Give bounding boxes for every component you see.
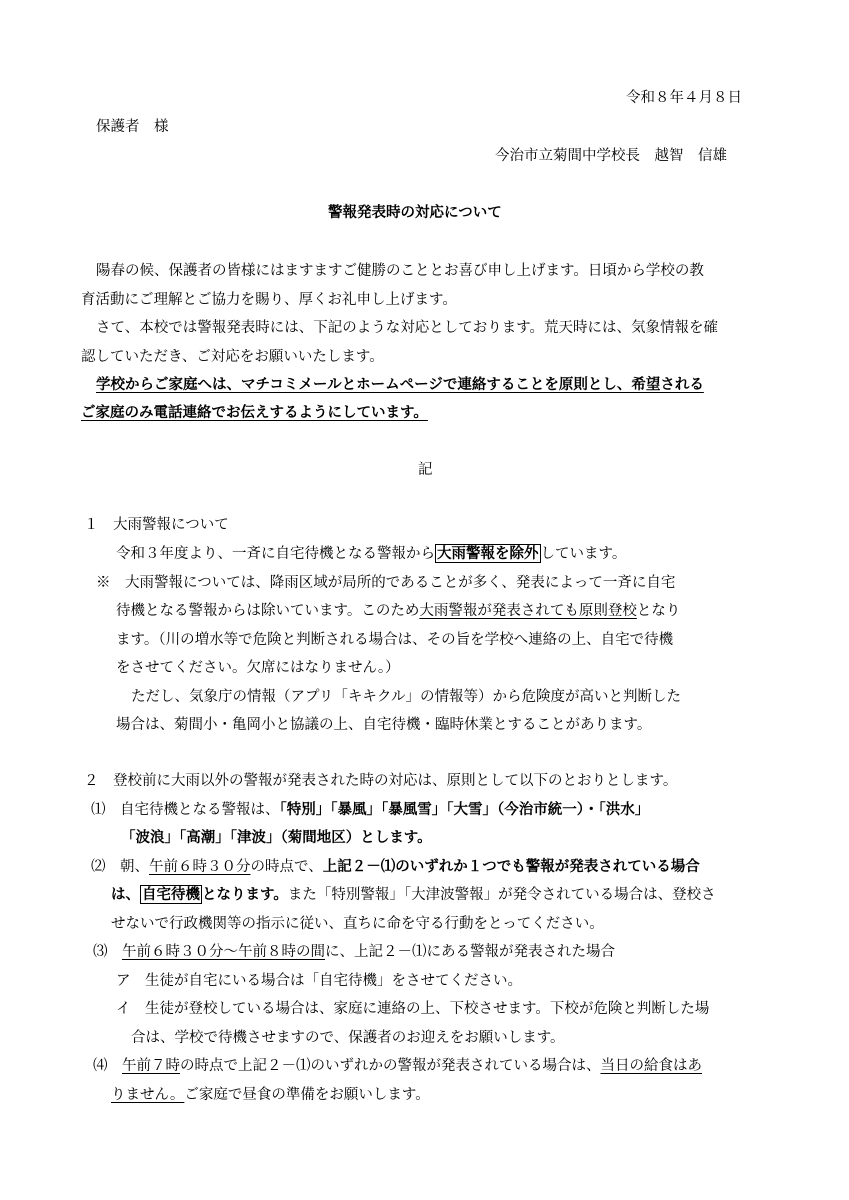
- heavy-rain-excluded-box: 大雨警報を除外: [437, 545, 539, 562]
- intro-notice-line-2: ご家庭のみ電話連絡でお伝えするようにしています。: [81, 404, 428, 421]
- recipient: 保護者 様: [96, 119, 169, 135]
- sender: 今治市立菊間中学校長 越智 信雄: [495, 148, 727, 164]
- intro-paragraph-2-line-2: 認していただき、ご対応をお願いいたします。: [81, 349, 384, 365]
- document-title: 警報発表時の対応について: [328, 204, 502, 221]
- item-3-lead: ⑶: [93, 944, 122, 960]
- section-1-note-line-6: 場合は、菊間小・亀岡小と協議の上、自宅待機・臨時休業とすることがあります。: [116, 717, 652, 733]
- section-1-note-line-2-end: となり: [636, 603, 681, 619]
- home-standby-box: 自宅待機: [142, 886, 200, 903]
- item-2-line-3: せないで行政機関等の指示に従い、直ちに命を守る行動をとってください。: [111, 916, 604, 932]
- item-4-rest: ご家庭で昼食の準備をお願いします。: [184, 1087, 430, 1103]
- item-2-lead: ⑵ 朝、: [91, 859, 149, 875]
- intro-paragraph-2-line-1: さて、本校では警報発表時には、下記のような対応としております。荒天時には、気象情報を確: [96, 320, 719, 336]
- document-date: 令和８年４月８日: [626, 90, 742, 106]
- item-4-mid: の時点で上記２－⑴のいずれかの警報が発表されている場合は、: [180, 1058, 601, 1074]
- item-4-time: 午前７時: [122, 1058, 180, 1074]
- section-1-note-line-2-text: 待機となる警報からは除いています。このため: [116, 603, 420, 619]
- item-2-line-2-lead: は、: [111, 886, 140, 903]
- item-1-lead: ⑴ 自宅待機となる警報は、: [91, 802, 280, 818]
- section-1-note-line-4: をさせてください。欠席にはなりません。）: [116, 660, 400, 676]
- section-1-note-line-5: ただし、気象庁の情報（アプリ「キキクル」の情報等）から危険度が高いと判断した: [131, 689, 681, 705]
- item-2-line-2-rest: また「特別警報」「大津波警報」が発令されている場合は、登校さ: [287, 887, 716, 903]
- item-4-line-2: [111, 1085, 430, 1105]
- section-2-heading: ２ 登校前に大雨以外の警報が発表された時の対応は、原則として以下のとおりとします。: [84, 773, 678, 789]
- item-3-i-line-2: 合は、学校で待機させますので、保護者のお迎えをお願いします。: [131, 1030, 565, 1046]
- item-2-line-1: [91, 857, 700, 877]
- ki-heading: 記: [418, 462, 433, 478]
- item-1-warnings: 「特別」「暴風」「暴風雪」「大雪」（今治市統一）・「洪水」: [279, 801, 650, 818]
- item-3-time-range: 午前６時３０分～午前８時の間: [122, 944, 325, 960]
- item-3-i-line-1: イ 生徒が登校している場合は、家庭に連絡の上、下校させます。下校が危険と判断した場: [116, 1001, 710, 1017]
- item-2-line-2-bold: となります。: [202, 886, 288, 903]
- section-1-line-1: [116, 544, 626, 564]
- item-4-no-lunch-end: りません。: [111, 1087, 185, 1103]
- intro-notice-line-1: 学校からご家庭へは、マチコミメールとホームページで連絡することを原則とし、希望される: [96, 376, 704, 393]
- section-1-line-1-text: 令和３年度より、一斉に自宅待機となる警報から: [116, 546, 435, 562]
- item-1-line-2: 「波浪」「高潮」「津波」（菊間地区）とします。: [121, 829, 432, 846]
- attend-school-underlined: 大雨警報が発表されても原則登校: [419, 603, 637, 619]
- item-2-condition: 上記２－⑴のいずれか１つでも警報が発表されている場合: [322, 858, 700, 875]
- item-1-line-1: [91, 800, 649, 820]
- section-1-note-line-1: ※ 大雨警報については、降雨区域が局所的であることが多く、発表によって一斉に自宅: [96, 575, 676, 591]
- section-1-note-line-2: [116, 601, 680, 621]
- intro-paragraph-1-line-1: 陽春の候、保護者の皆様にはますますご健勝のこととお喜び申し上げます。日頃から学校の教: [96, 263, 704, 279]
- intro-paragraph-1-line-2: 育活動にご理解とご協力を賜り、厚くお礼申し上げます。: [81, 292, 457, 308]
- item-4-line-1: [93, 1056, 702, 1076]
- item-2-time: 午前６時３０分: [149, 859, 251, 875]
- item-4-no-lunch: 当日の給食はあ: [600, 1058, 702, 1074]
- section-1-note-line-3: ます。（川の増水等で危険と判断される場合は、その旨を学校へ連絡の上、自宅で待機: [116, 632, 674, 648]
- item-3-rest: に、上記２－⑴にある警報が発表された場合: [325, 944, 615, 960]
- item-3-a: ア 生徒が自宅にいる場合は「自宅待機」をさせてください。: [116, 973, 522, 989]
- item-4-lead: ⑷: [93, 1058, 122, 1074]
- section-1-line-1-end: しています。: [540, 546, 627, 562]
- item-2-mid: の時点で、: [250, 859, 323, 875]
- section-1-heading: １ 大雨警報について: [84, 517, 229, 533]
- item-3-line-1: [93, 942, 615, 962]
- item-2-line-2: [111, 885, 716, 905]
